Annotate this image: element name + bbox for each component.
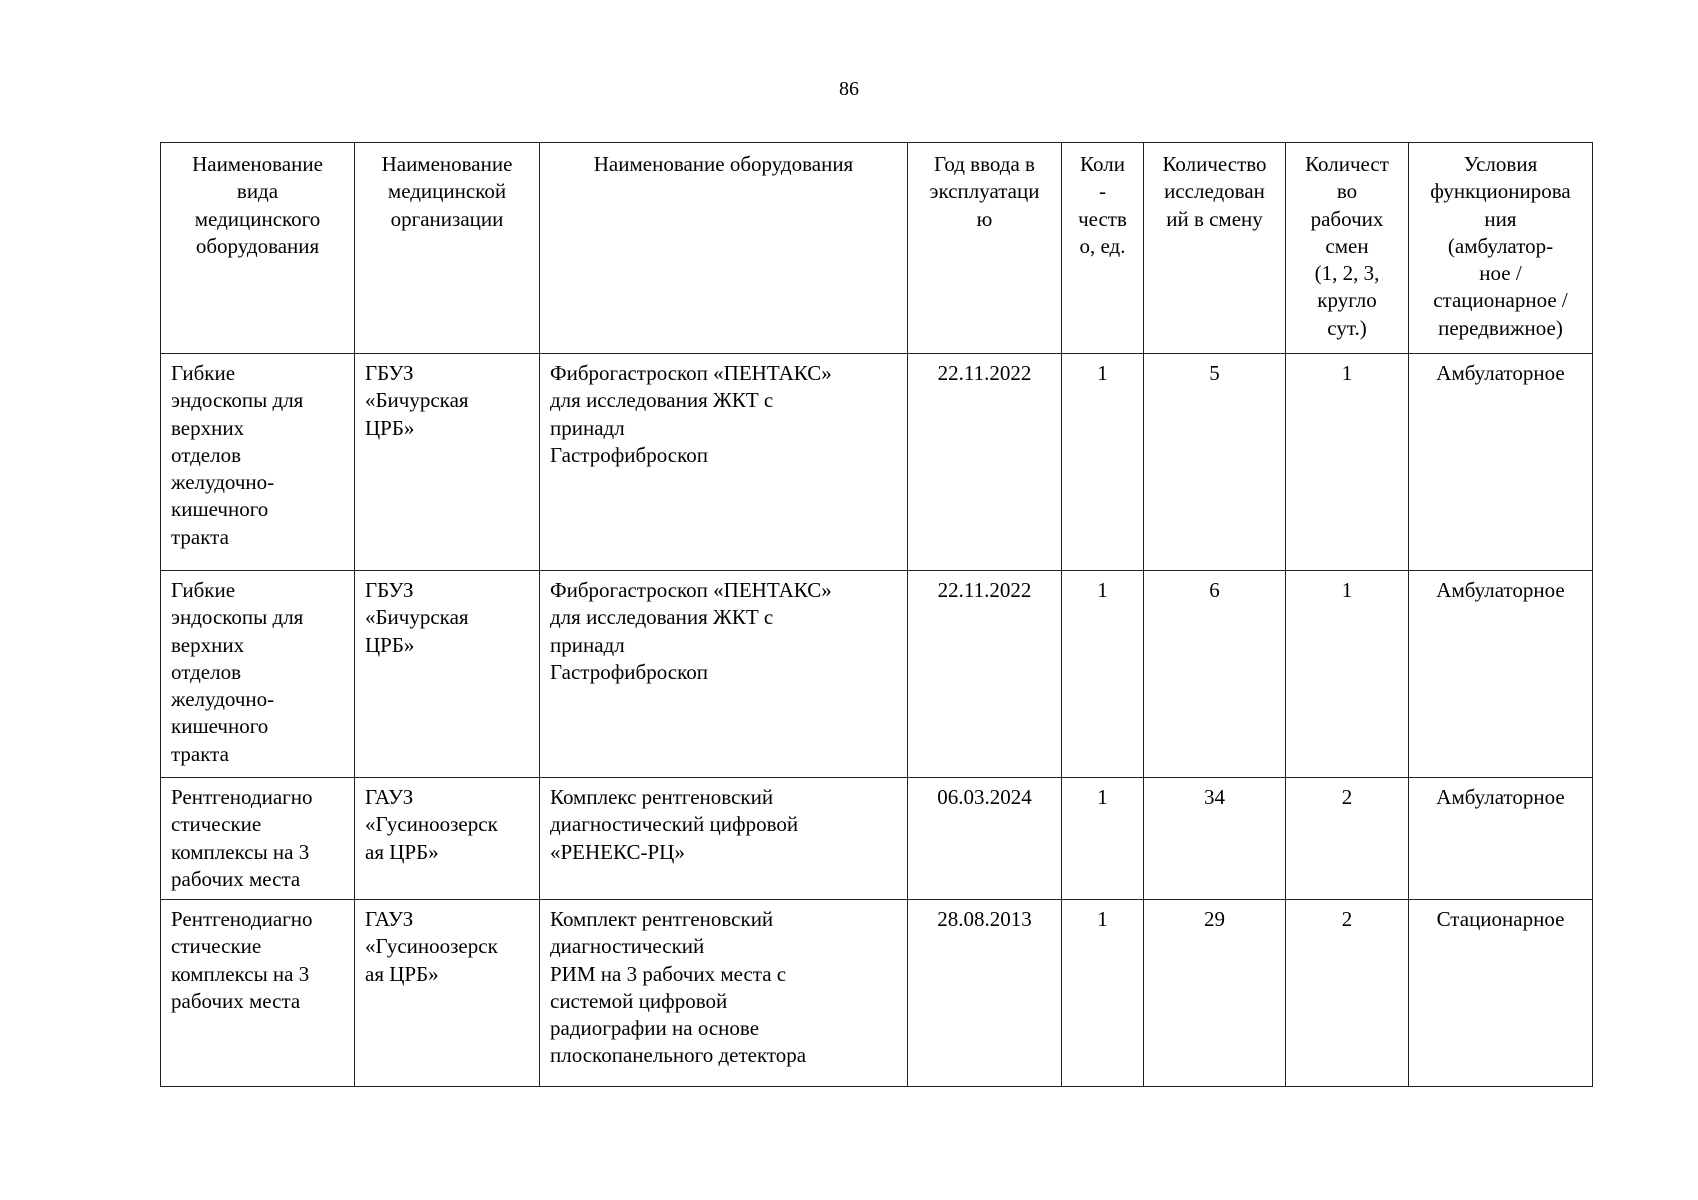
cell-equipment-type: Рентгенодиагно стические комплексы на 3 рабочих места [161,778,355,900]
cell-commission-year: 06.03.2024 [908,778,1062,900]
cell-commission-year: 22.11.2022 [908,571,1062,778]
cell-organization: ГАУЗ «Гусиноозерск ая ЦРБ» [355,900,540,1087]
cell-equipment-type: Рентгенодиагно стические комплексы на 3 рабочих места [161,900,355,1087]
cell-organization: ГБУЗ «Бичурская ЦРБ» [355,571,540,778]
cell-equipment-name: Фиброгастроскоп «ПЕНТАКС» для исследования ЖКТ с принадл Гастрофиброскоп [540,571,908,778]
cell-equipment-type: Гибкие эндоскопы для верхних отделов желудочно- кишечного тракта [161,571,355,778]
cell-quantity: 1 [1062,571,1144,778]
cell-quantity: 1 [1062,778,1144,900]
table-row [161,900,1593,1087]
header-quantity: Коли - честв о, ед. [1062,143,1144,354]
cell-studies-per-shift: 6 [1144,571,1286,778]
cell-studies-per-shift: 29 [1144,900,1286,1087]
cell-shift-count: 1 [1286,571,1409,778]
header-shift-count: Количест во рабочих смен (1, 2, 3, кругло сут.) [1286,143,1409,354]
cell-commission-year: 22.11.2022 [908,354,1062,571]
cell-equipment-type: Гибкие эндоскопы для верхних отделов желудочно- кишечного тракта [161,354,355,571]
header-conditions: Условия функционирова ния (амбулатор- ное / стационарное / передвижное) [1409,143,1593,354]
page-number: 86 [839,78,859,100]
header-studies-per-shift: Количество исследован ий в смену [1144,143,1286,354]
cell-equipment-name: Комплекс рентгеновский диагностический цифровой «РЕНЕКС-РЦ» [540,778,908,900]
cell-organization: ГБУЗ «Бичурская ЦРБ» [355,354,540,571]
cell-conditions: Амбулаторное [1409,354,1593,571]
table-row [161,354,1593,571]
cell-equipment-name: Фиброгастроскоп «ПЕНТАКС» для исследования ЖКТ с принадл Гастрофиброскоп [540,354,908,571]
cell-studies-per-shift: 34 [1144,778,1286,900]
header-equipment-name: Наименование оборудования [540,143,908,354]
cell-commission-year: 28.08.2013 [908,900,1062,1087]
cell-shift-count: 1 [1286,354,1409,571]
cell-studies-per-shift: 5 [1144,354,1286,571]
cell-shift-count: 2 [1286,900,1409,1087]
header-equipment-type: Наименование вида медицинского оборудования [161,143,355,354]
cell-shift-count: 2 [1286,778,1409,900]
header-row [161,143,1593,354]
header-organization: Наименование медицинской организации [355,143,540,354]
cell-equipment-name: Комплект рентгеновский диагностический РИМ на 3 рабочих места с системой цифровой радиографии на основе плоскопанельного детектора [540,900,908,1087]
cell-conditions: Стационарное [1409,900,1593,1087]
cell-quantity: 1 [1062,354,1144,571]
cell-organization: ГАУЗ «Гусиноозерск ая ЦРБ» [355,778,540,900]
equipment-table [160,142,1593,1087]
table-row [161,778,1593,900]
header-commission-year: Год ввода в эксплуатаци ю [908,143,1062,354]
cell-conditions: Амбулаторное [1409,571,1593,778]
table-row [161,571,1593,778]
cell-quantity: 1 [1062,900,1144,1087]
cell-conditions: Амбулаторное [1409,778,1593,900]
